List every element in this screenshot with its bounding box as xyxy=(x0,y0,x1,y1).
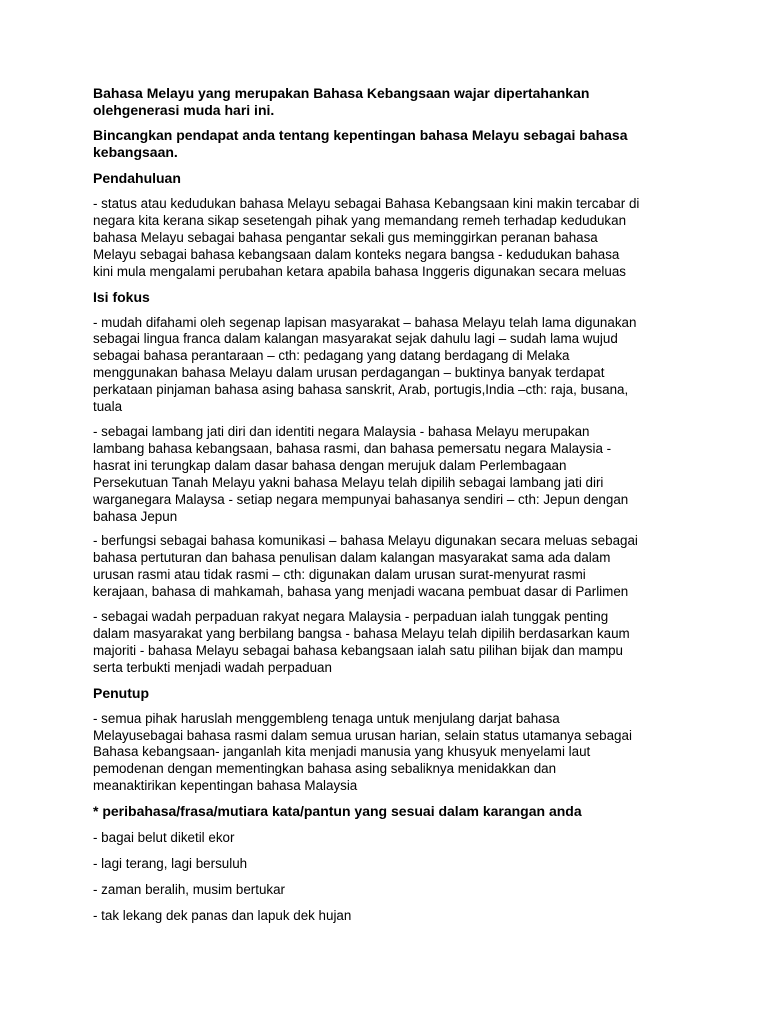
paragraph-line: urusan rasmi atau tidak rasmi – cth: digunakan dalam urusan surat-menyurat rasmi xyxy=(93,567,586,583)
paragraph-line: sebagai lingua franca dalam kalangan masyarakat sejak dahulu lagi – sudah lama wujud xyxy=(93,331,618,347)
paragraph-line: - status atau kedudukan bahasa Melayu sebagai Bahasa Kebangsaan kini makin tercabar di xyxy=(93,196,640,211)
paragraph-line: dalam masyarakat yang berbilang bangsa - bahasa Melayu telah dipilih berdasarkan kaum xyxy=(93,625,630,641)
paragraph-line: pemodenan dengan mementingkan bahasa asing sebaliknya menidakkan dan xyxy=(93,761,557,777)
penutup-paragraph xyxy=(93,711,682,796)
paragraph-line: warganegara Malaysa - setiap negara mempunyai bahasanya sendiri – cth: Jepun dengan xyxy=(93,491,629,507)
paragraph-line: - mudah difahami oleh segenap lapisan masyarakat – bahasa Melayu telah lama digunakan xyxy=(93,314,637,330)
paragraph-line: - semua pihak haruslah menggembleng tenaga untuk menjulang darjat bahasa xyxy=(93,710,560,726)
title-line: olehgenerasi muda hari ini. xyxy=(93,102,275,118)
pendahuluan-paragraph xyxy=(93,196,682,281)
paragraph-line: kerajaan, bahasa di mahkamah, bahasa yang menjadi wacana pembuat dasar di Parlimen xyxy=(93,584,629,600)
isi-fokus-point-1 xyxy=(93,315,682,416)
paragraph-line: meanaktirikan kepentingan bahasa Malaysia xyxy=(93,778,358,794)
peribahasa-item: - zaman beralih, musim bertukar xyxy=(93,882,286,898)
paragraph-line: Persekutuan Tanah Melayu yakni bahasa Melayu telah dipilih sebagai lambang jati diri xyxy=(93,474,604,490)
paragraph-line: majoriti - bahasa Melayu sebagai bahasa kebangsaan ialah satu pilihan bijak dan mampu xyxy=(93,642,624,658)
isi-fokus-point-2 xyxy=(93,424,682,525)
paragraph-line: - berfungsi sebagai bahasa komunikasi – bahasa Melayu digunakan secara meluas sebagai xyxy=(93,533,638,549)
isi-fokus-point-3 xyxy=(93,533,682,601)
peribahasa-item: - tak lekang dek panas dan lapuk dek hujan xyxy=(93,908,352,924)
paragraph-line: - sebagai lambang jati diri dan identiti negara Malaysia - bahasa Melayu merupakan xyxy=(93,423,590,439)
paragraph-line: menggunakan bahasa Melayu dalam urusan perdagangan – buktinya banyak terdapat xyxy=(93,365,605,381)
paragraph-line: hasrat ini terungkap dalam dasar bahasa dengan merujuk dalam Perlembagaan xyxy=(93,457,567,473)
paragraph-line: bahasa Jepun xyxy=(93,508,178,524)
paragraph-line: kini mula mengalami perubahan ketara apabila bahasa Inggeris digunakan secara meluas xyxy=(93,263,626,279)
paragraph-line: - sebagai wadah perpaduan rakyat negara Malaysia - perpaduan ialah tunggak penting xyxy=(93,609,609,625)
section-heading-penutup: Penutup xyxy=(93,684,149,701)
document-title xyxy=(93,85,682,119)
paragraph-line: bahasa pertuturan dan bahasa penulisan dalam kalangan masyarakat sama ada dalam xyxy=(93,550,611,566)
section-heading-isi-fokus: Isi fokus xyxy=(93,288,150,305)
section-heading-pendahuluan: Pendahuluan xyxy=(93,170,181,186)
section-heading-peribahasa: * peribahasa/frasa/mutiara kata/pantun yang sesuai dalam karangan anda xyxy=(93,803,582,820)
essay-question xyxy=(93,127,682,161)
peribahasa-item: - bagai belut diketil ekor xyxy=(93,830,235,846)
paragraph-line: Bahasa kebangsaan- janganlah kita menjadi manusia yang khusyuk menyelami laut xyxy=(93,744,591,760)
peribahasa-item: - lagi terang, lagi bersuluh xyxy=(93,856,248,872)
question-line: Bincangkan pendapat anda tentang kepentingan bahasa Melayu sebagai bahasa xyxy=(93,127,628,143)
paragraph-line: perkataan pinjaman bahasa asing bahasa sanskrit, Arab, portugis,India –cth: raja, busana, xyxy=(93,382,629,398)
paragraph-line: tuala xyxy=(93,399,123,415)
paragraph-line: sebagai bahasa perantaraan – cth: pedagang yang datang berdagang di Melaka xyxy=(93,348,570,364)
paragraph-line: lambang bahasa kebangsaan, bahasa rasmi, dan bahasa pemersatu negara Malaysia - xyxy=(93,440,612,456)
paragraph-line: serta terbukti menjadi wadah perpaduan xyxy=(93,659,332,675)
paragraph-line: Melayu sebagai bahasa kebangsaan dalam konteks negara bangsa - kedudukan bahasa xyxy=(93,246,620,262)
paragraph-line: Melayusebagai bahasa rasmi dalam semua urusan harian, selain status utamanya sebagai xyxy=(93,727,632,743)
question-line: kebangsaan. xyxy=(93,144,178,160)
paragraph-line: negara kita kerana sikap sesetengah pihak yang memandang remeh terhadap kedudukan xyxy=(93,212,627,228)
paragraph-line: bahasa Melayu sebagai bahasa pengantar sekali gus meminggirkan peranan bahasa xyxy=(93,229,598,245)
isi-fokus-point-4 xyxy=(93,609,682,677)
title-line: Bahasa Melayu yang merupakan Bahasa Kebangsaan wajar dipertahankan xyxy=(93,85,590,101)
